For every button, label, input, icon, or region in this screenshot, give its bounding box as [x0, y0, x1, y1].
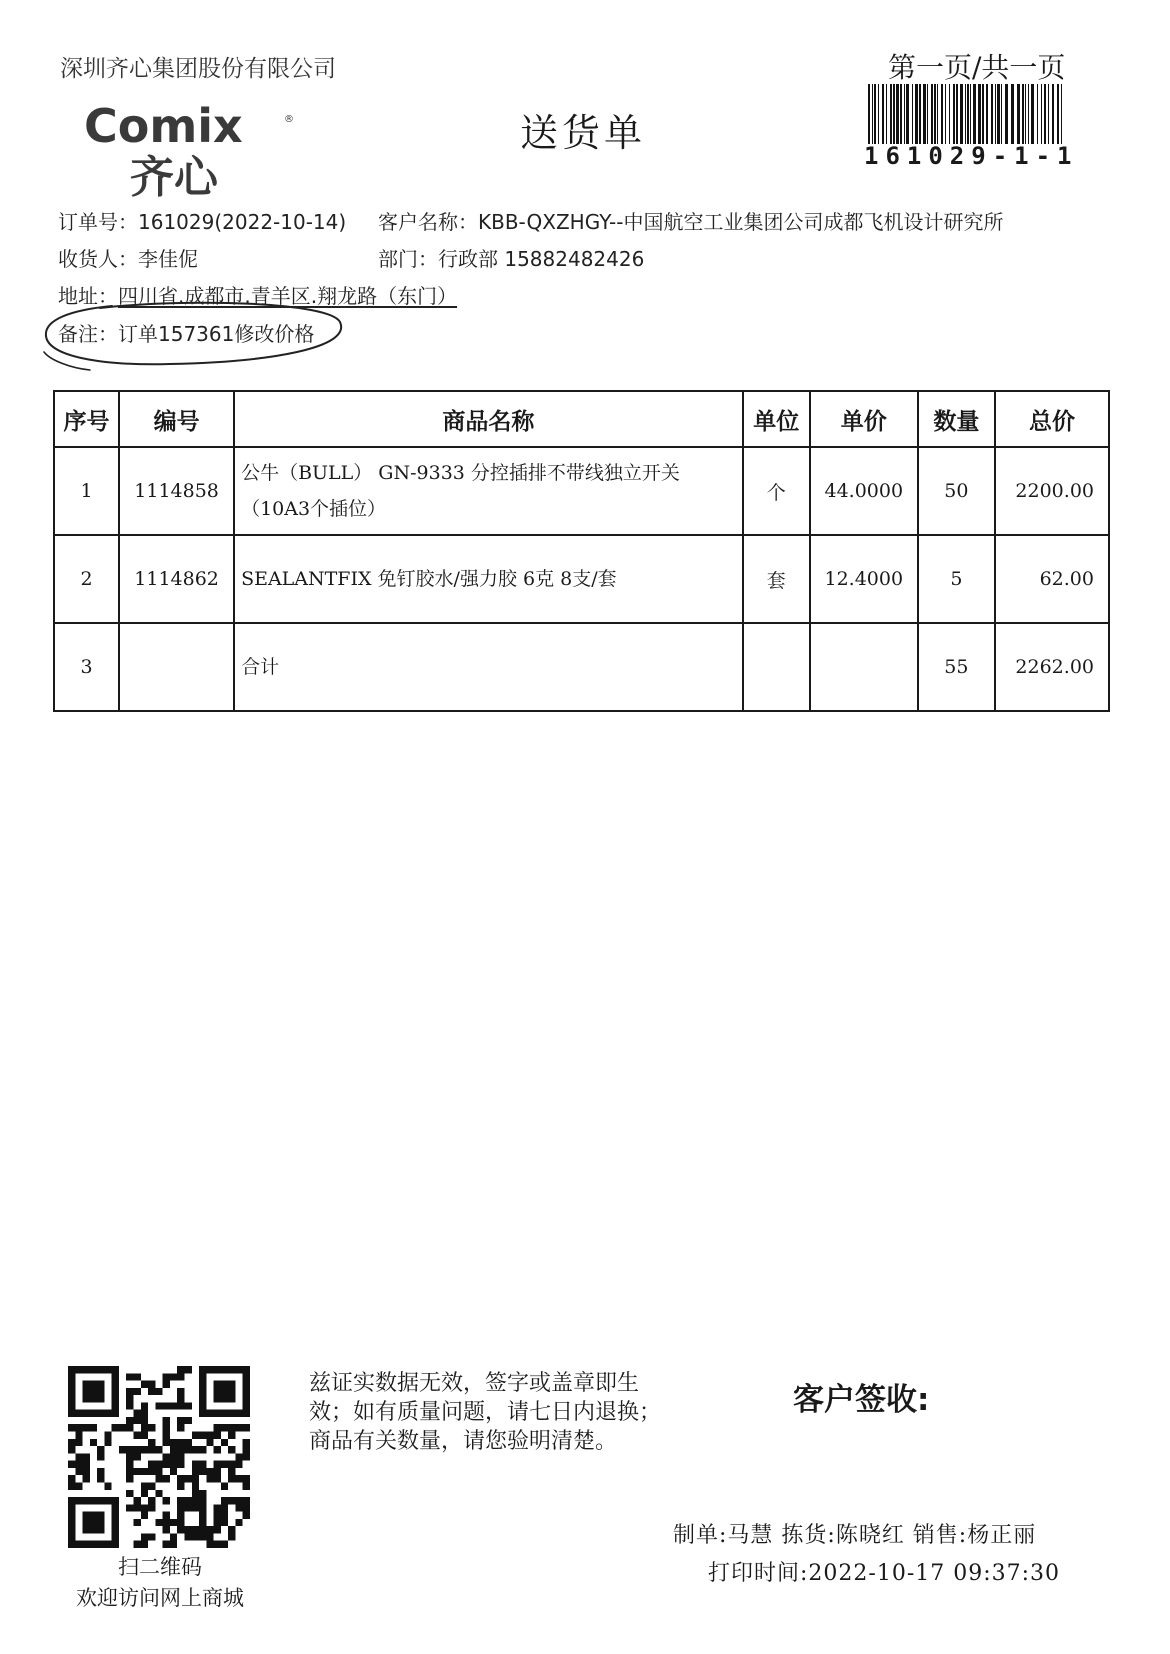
barcode-icon	[868, 84, 1068, 144]
svg-text:®: ®	[284, 114, 294, 125]
barcode-number: 161029-1-1	[864, 142, 1079, 170]
remark: 备注：订单157361修改价格	[58, 322, 315, 346]
cell-seq: 3	[54, 623, 119, 711]
cell-name: SEALANTFIX 免钉胶水/强力胶 6克 8支/套	[234, 535, 743, 623]
cell-name: 公牛（BULL） GN-9333 分控插排不带线独立开关 （10A3个插位）	[234, 447, 743, 535]
logo-text-cn: 齐心	[130, 152, 218, 198]
comix-logo	[82, 100, 312, 198]
logo-text-en: Comix	[84, 100, 243, 153]
table-row	[54, 535, 1109, 623]
cell-seq: 2	[54, 535, 119, 623]
company-name: 深圳齐心集团股份有限公司	[60, 56, 336, 82]
column-header-price: 单价	[810, 391, 918, 447]
customer-name: 客户名称：KBB-QXZHGY--中国航空工业集团公司成都飞机设计研究所	[378, 210, 1004, 234]
department: 部门：行政部 15882482426	[378, 247, 645, 271]
cell-price: 12.4000	[810, 535, 918, 623]
staff-info: 制单:马慧 拣货:陈晓红 销售:杨正丽	[673, 1523, 1037, 1548]
cell-code: 1114862	[119, 535, 234, 623]
column-header-total: 总价	[995, 391, 1109, 447]
cell-total: 2262.00	[995, 623, 1109, 711]
cell-unit: 个	[743, 447, 810, 535]
qr-code-icon[interactable]	[68, 1366, 250, 1548]
column-header-name: 商品名称	[234, 391, 743, 447]
receiver: 收货人：李佳伲	[58, 247, 198, 271]
items-table	[53, 390, 1110, 712]
page-indicator: 第一页/共一页	[888, 51, 1066, 84]
table-row	[54, 623, 1109, 711]
order-number: 订单号：161029(2022-10-14)	[58, 210, 347, 234]
print-time: 打印时间:2022-10-17 09:37:30	[708, 1561, 1061, 1586]
cell-qty: 5	[918, 535, 995, 623]
qr-caption: 扫二维码 欢迎访问网上商城	[76, 1555, 244, 1610]
cell-price	[810, 623, 918, 711]
column-header-seq: 序号	[54, 391, 119, 447]
address: 地址：四川省.成都市.青羊区.翔龙路（东门）	[58, 284, 458, 308]
column-header-qty: 数量	[918, 391, 995, 447]
column-header-code: 编号	[119, 391, 234, 447]
document-title: 送货单	[520, 111, 647, 155]
column-header-unit: 单位	[743, 391, 810, 447]
cell-qty: 55	[918, 623, 995, 711]
cell-price: 44.0000	[810, 447, 918, 535]
table-row	[54, 447, 1109, 535]
cell-total: 62.00	[995, 535, 1109, 623]
customer-signature-label: 客户签收:	[793, 1382, 930, 1418]
cell-seq: 1	[54, 447, 119, 535]
cell-name: 合计	[234, 623, 743, 711]
cell-unit	[743, 623, 810, 711]
cell-qty: 50	[918, 447, 995, 535]
cell-code	[119, 623, 234, 711]
notice-text: 兹证实数据无效，签字或盖章即生 效；如有质量问题，请七日内退换； 商品有关数量，请您验明清楚。	[309, 1371, 662, 1454]
handwritten-circle-annotation	[40, 300, 360, 376]
cell-unit: 套	[743, 535, 810, 623]
cell-total: 2200.00	[995, 447, 1109, 535]
table-header-row	[54, 391, 1109, 447]
cell-code: 1114858	[119, 447, 234, 535]
